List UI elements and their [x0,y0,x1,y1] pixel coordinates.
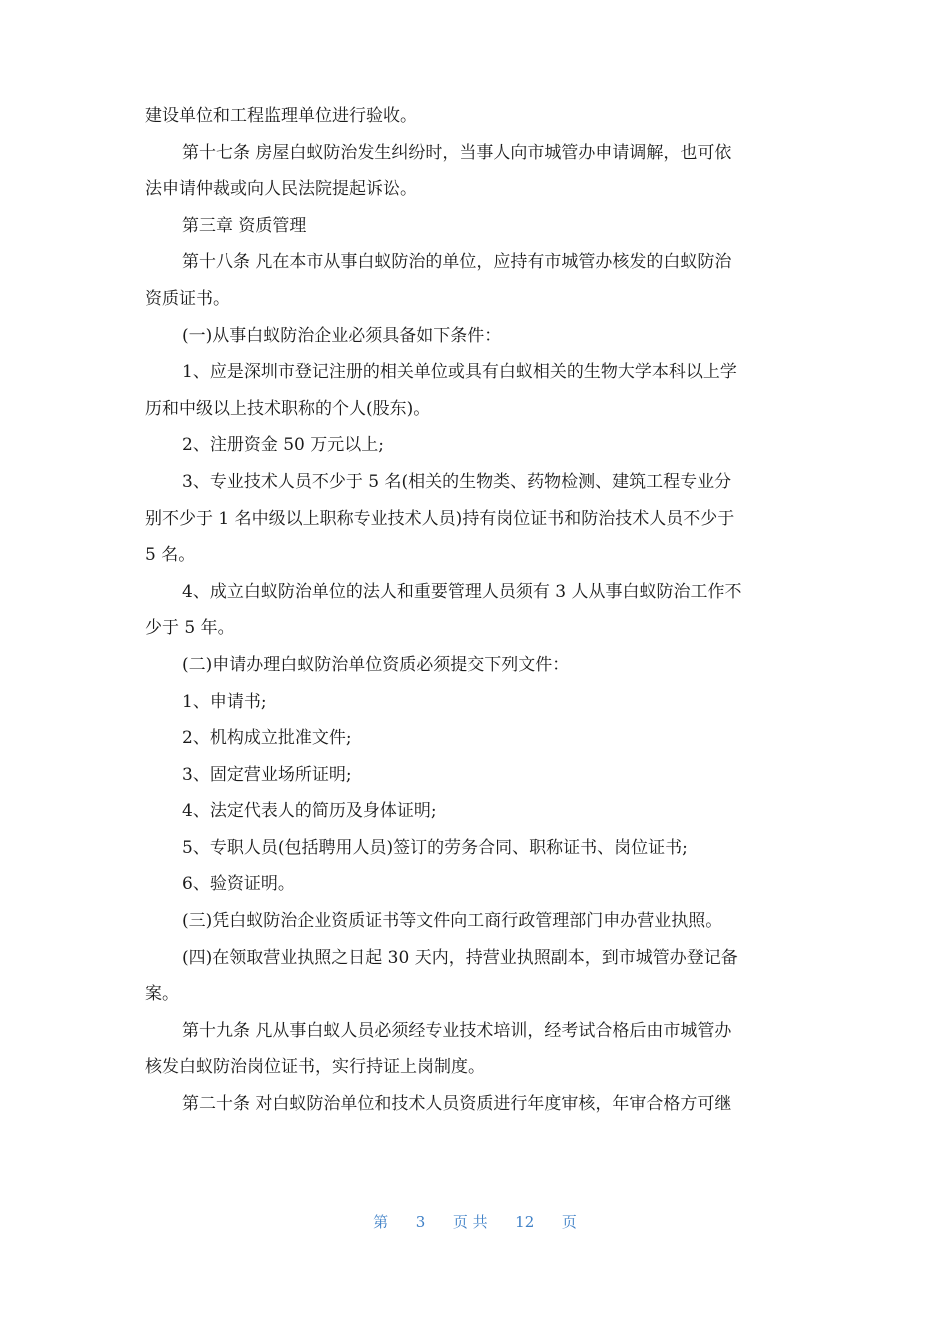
text-line: 6、验资证明。 [182,874,295,895]
paragraph [145,574,810,647]
text-line: 历和中级以上技术职称的个人(股东)。 [145,398,431,419]
paragraph [145,208,810,245]
paragraph [145,318,810,355]
paragraph [145,940,810,1013]
text-line: 案。 [145,984,179,1005]
text-line: 5、专职人员(包括聘用人员)签订的劳务合同、职称证书、岗位证书; [182,837,688,858]
text-line: 5 名。 [145,545,196,566]
paragraph [145,244,810,317]
paragraph [145,1086,810,1123]
paragraph [145,720,810,757]
text-line: 4、成立白蚁防治单位的法人和重要管理人员须有 3 人从事白蚁防治工作不 [182,581,742,602]
footer-label-end: 页 [561,1213,577,1231]
text-line: 别不少于 1 名中级以上职称专业技术人员)持有岗位证书和防治技术人员不少于 [145,508,735,529]
footer-current-page: 3 [415,1213,426,1231]
paragraph [145,830,810,867]
paragraph [145,684,810,721]
text-line: 资质证书。 [145,288,230,309]
paragraph [145,464,810,574]
footer-label-page: 第 [373,1213,389,1231]
text-line: 2、注册资金 50 万元以上; [182,435,384,456]
text-line: 第十八条 凡在本市从事白蚁防治的单位，应持有市城管办核发的白蚁防治 [182,252,732,273]
text-line: 1、应是深圳市登记注册的相关单位或具有白蚁相关的生物大学本科以上学 [182,362,737,383]
document-body [145,98,810,1123]
paragraph [145,903,810,940]
text-line: 4、法定代表人的简历及身体证明; [182,801,437,822]
text-line: 1、申请书; [182,691,267,712]
paragraph [145,647,810,684]
text-line: 3、专业技术人员不少于 5 名(相关的生物类、药物检测、建筑工程专业分 [182,471,732,492]
text-line: 建设单位和工程监理单位进行验收。 [145,106,417,126]
page-footer [0,1212,950,1232]
text-line: 第十九条 凡从事白蚁人员必须经专业技术培训，经考试合格后由市城管办 [182,1020,732,1041]
text-line: (二)申请办理白蚁防治单位资质必须提交下列文件： [182,654,570,675]
text-line: 少于 5 年。 [145,618,235,639]
footer-total-pages: 12 [515,1213,535,1231]
text-line: 3、固定营业场所证明; [182,764,352,785]
text-line: 2、机构成立批准文件; [182,728,352,749]
footer-label-of: 页 共 [452,1213,488,1231]
text-line: 第二十条 对白蚁防治单位和技术人员资质进行年度审核，年审合格方可继 [182,1094,732,1115]
paragraph [145,1013,810,1086]
paragraph [145,757,810,794]
text-line: (三)凭白蚁防治企业资质证书等文件向工商行政管理部门申办营业执照。 [182,911,723,932]
text-line: 法申请仲裁或向人民法院提起诉讼。 [145,179,417,200]
text-line: 第三章 资质管理 [182,215,307,236]
paragraph [145,354,810,427]
paragraph [145,98,810,135]
paragraph [145,793,810,830]
text-line: 核发白蚁防治岗位证书，实行持证上岗制度。 [145,1057,485,1078]
text-line: (四)在领取营业执照之日起 30 天内，持营业执照副本，到市城管办登记备 [182,947,738,968]
paragraph [145,135,810,208]
text-line: 第十七条 房屋白蚁防治发生纠纷时，当事人向市城管办申请调解，也可依 [182,142,732,163]
text-line: (一)从事白蚁防治企业必须具备如下条件： [182,325,502,346]
paragraph [145,427,810,464]
paragraph [145,866,810,903]
